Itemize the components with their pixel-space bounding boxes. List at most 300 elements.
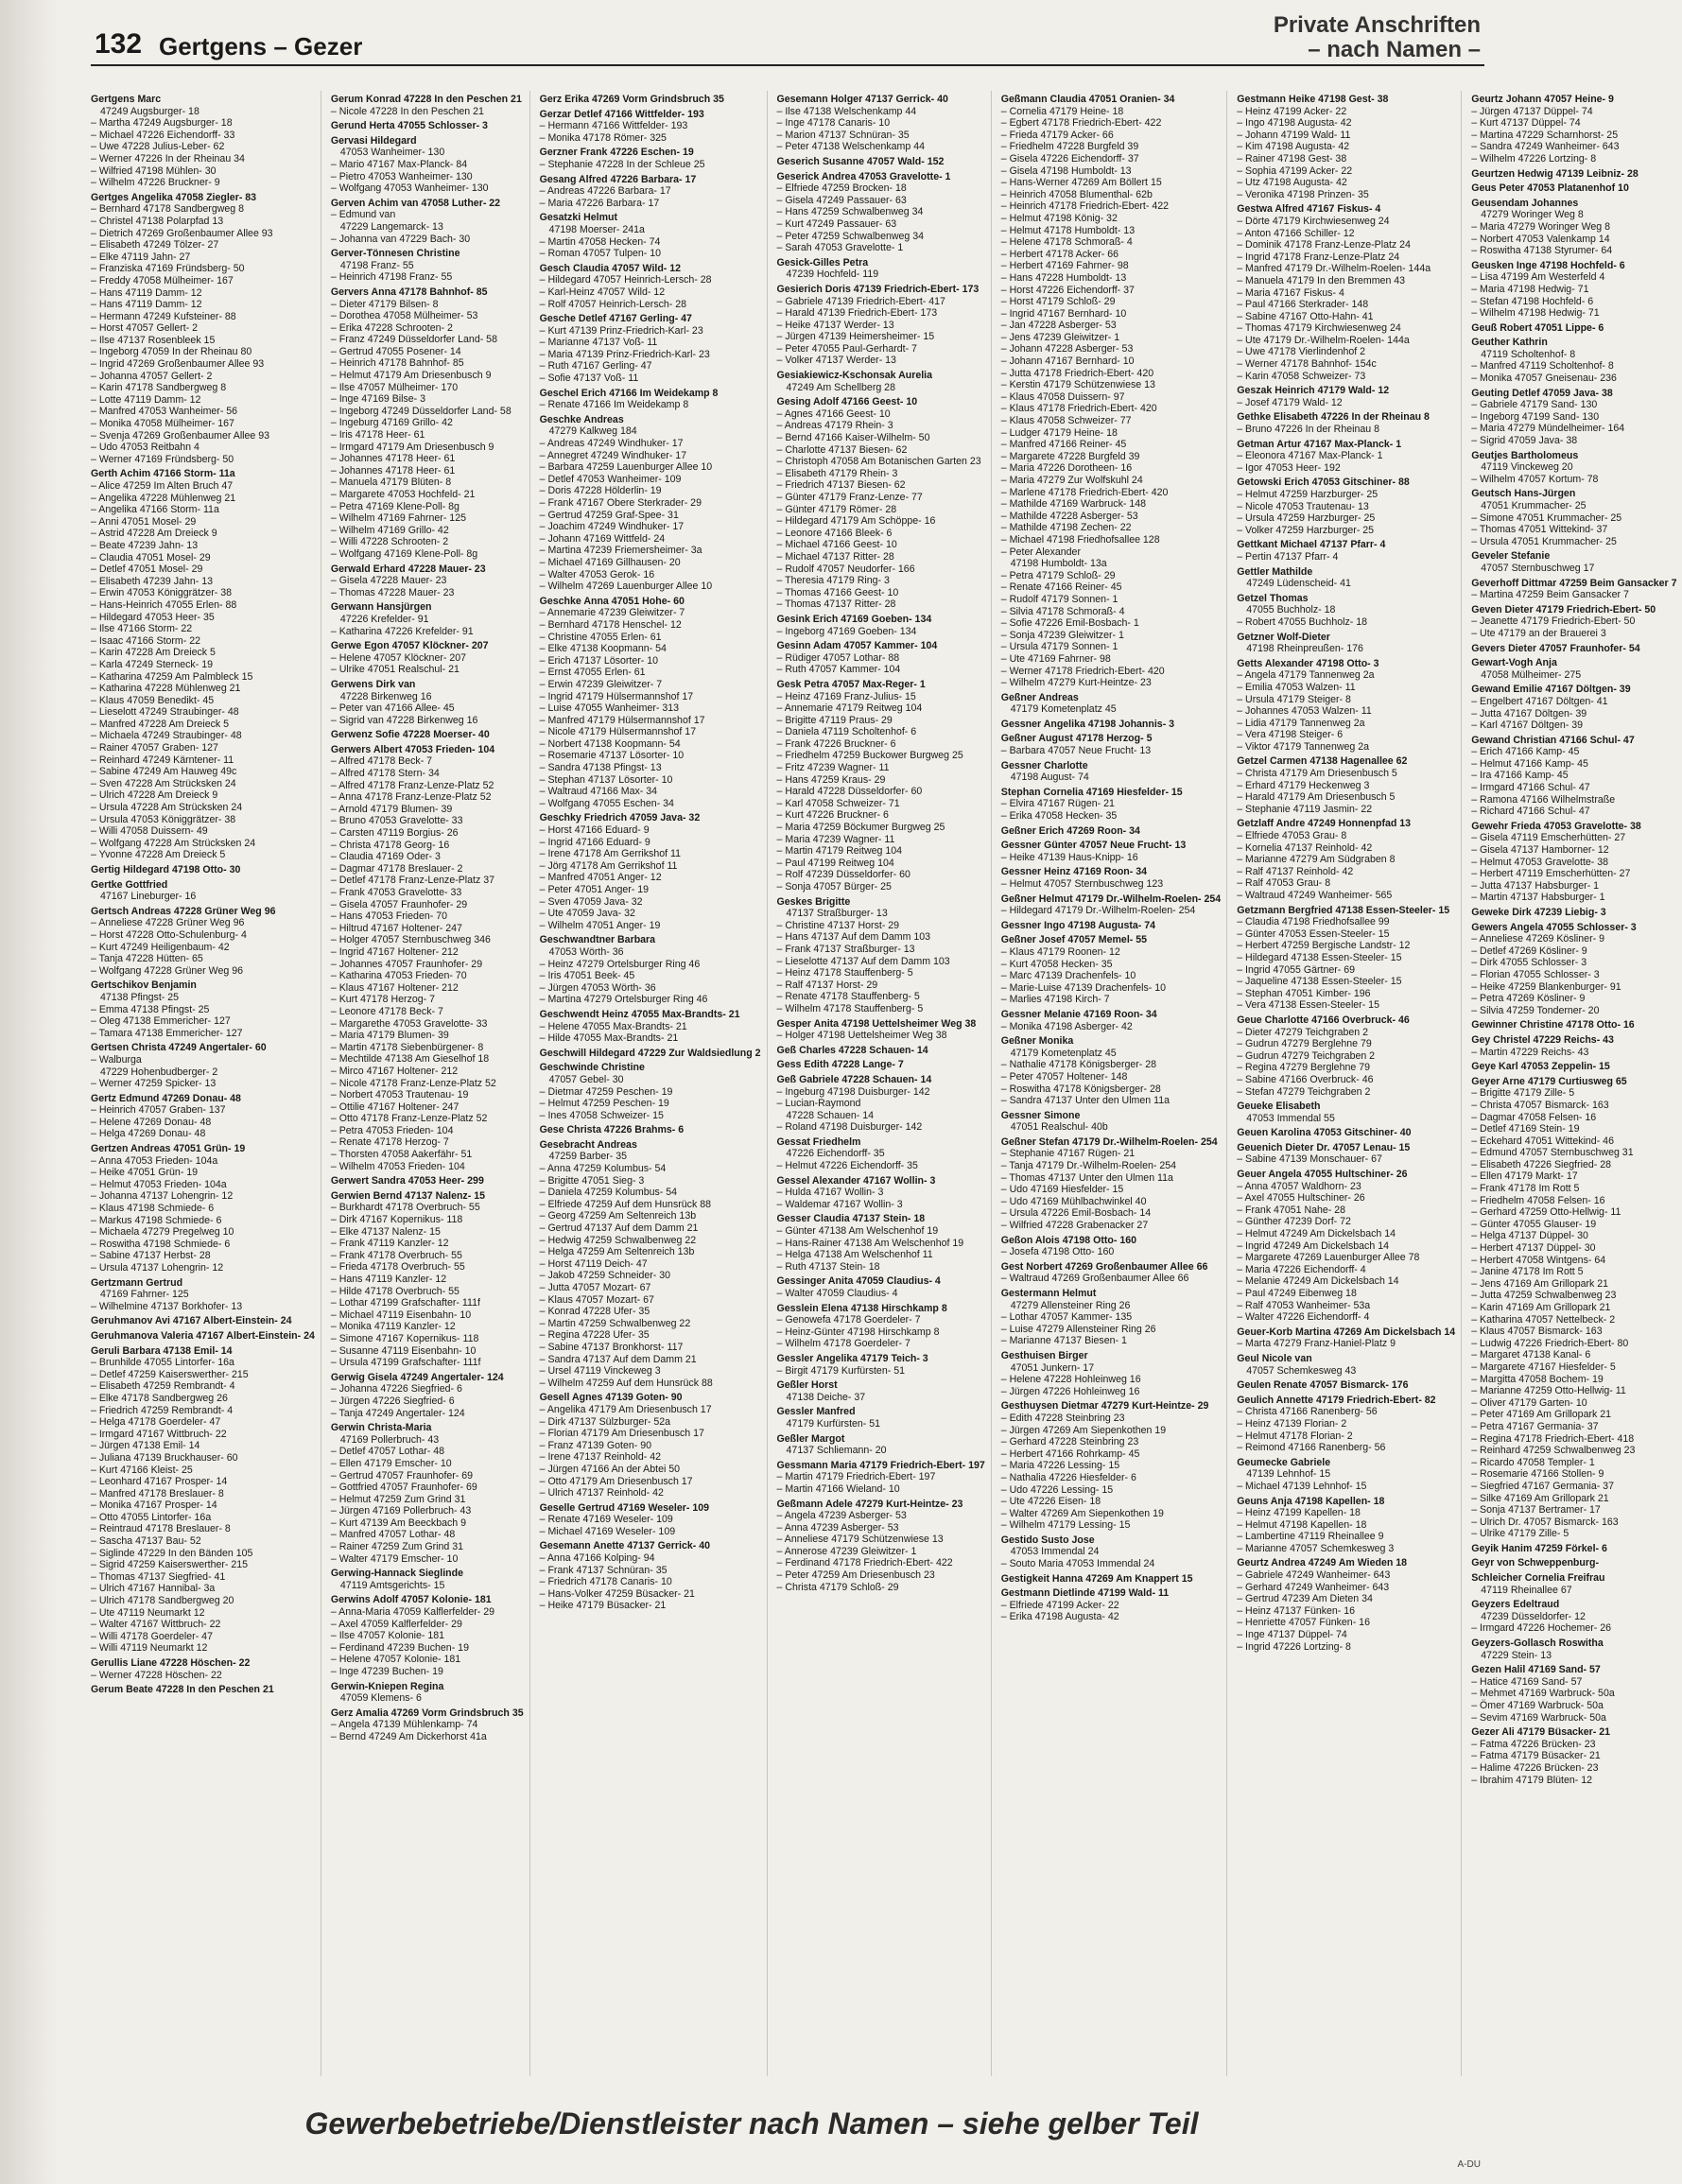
directory-entry: – Hildegard 47057 Heinrich-Lersch- 28: [539, 274, 712, 286]
directory-entry: – Gertrud 47057 Fraunhofer- 69: [330, 1469, 474, 1482]
directory-entry: – Barbara 47057 Neue Frucht- 13: [1000, 745, 1152, 757]
directory-entry: Geserick Andrea 47053 Gravelotte- 1: [776, 170, 951, 182]
directory-entry: – Luise 47279 Allensteiner Ring 26: [1000, 1323, 1156, 1335]
directory-entry: – Manfred 47166 Reiner- 45: [1000, 439, 1127, 451]
directory-entry: – Wilhelm 47226 Lortzing- 8: [1471, 152, 1597, 165]
directory-entry: – Hans 47119 Damm- 12: [91, 299, 202, 311]
directory-entry: – Ingeborg 47199 Sand- 130: [1471, 410, 1600, 423]
directory-entry: – Katharina 47053 Frieden- 70: [330, 970, 467, 982]
directory-entry: – Eleonora 47167 Max-Planck- 1: [1237, 450, 1383, 462]
directory-entry: – Ursula 47259 Harzburger- 25: [1237, 512, 1376, 525]
directory-entry: – Michael 47198 Friedhofsallee 128: [1000, 533, 1160, 546]
directory-entry: – Detlef 47259 Kaiserswerther- 215: [91, 1368, 249, 1380]
directory-entry: – Anna 47178 Franz-Lenze-Platz 52: [330, 791, 492, 804]
directory-entry: – Helmut 47259 Harzburger- 25: [1237, 489, 1379, 500]
directory-entry: Gerwien Bernd 47137 Nalenz- 15: [330, 1189, 485, 1202]
directory-entry: – Sascha 47137 Bau- 52: [91, 1535, 201, 1548]
directory-entry: – Horst 47057 Gellert- 2: [91, 322, 199, 335]
directory-entry: – Heinz 47279 Ortelsburger Ring 46: [539, 958, 701, 970]
directory-entry: – Kim 47198 Augusta- 42: [1237, 141, 1350, 153]
directory-entry: – Lieselotte 47137 Auf dem Damm 103: [776, 955, 950, 967]
directory-entry: – Ludwig 47226 Friedrich-Ebert- 80: [1471, 1337, 1629, 1349]
directory-entry: – Pertin 47137 Pfarr- 4: [1237, 550, 1339, 563]
directory-entry: – Frank 47226 Bruckner- 6: [776, 737, 896, 750]
directory-entry: – Simone 47051 Krummacher- 25: [1471, 511, 1622, 524]
directory-entry: 47179 Kurfürsten- 51: [786, 1417, 881, 1430]
directory-entry: – Irmgard 47167 Wittbruch- 22: [91, 1428, 227, 1440]
directory-entry: 47279 Kalkweg 184: [548, 425, 637, 438]
directory-entry: – Johanna 47226 Siegfried- 6: [330, 1383, 462, 1395]
directory-entry: – Nathalie 47178 Königsberger- 28: [1000, 1059, 1157, 1071]
directory-entry: – Manfred 47179 Hülsermannshof 17: [539, 714, 705, 726]
directory-entry: Geulich Annette 47179 Friedrich-Ebert- 82: [1237, 1394, 1436, 1406]
directory-entry: – Margarete 47053 Hochfeld- 21: [330, 489, 476, 500]
directory-entry: – Herbert 47119 Emscherhütten- 27: [1471, 868, 1631, 880]
directory-entry: – Michael 47166 Geest- 10: [776, 539, 897, 551]
directory-entry: – Wilhelm 47178 Stauffenberg- 5: [776, 1002, 924, 1014]
directory-entry: – Peter Alexander: [1000, 546, 1081, 558]
directory-entry: Gesell Agnes 47139 Goten- 90: [539, 1392, 683, 1404]
directory-entry: – Gabriele 47179 Sand- 130: [1471, 399, 1598, 411]
directory-entry: Geuther Kathrin: [1471, 337, 1548, 349]
directory-entry: Gerwig Gisela 47249 Angertaler- 124: [330, 1371, 504, 1383]
directory-entry: – Lisa 47199 Am Westerfeld 4: [1471, 271, 1605, 284]
directory-entry: Geusendam Johannes: [1471, 197, 1579, 209]
directory-entry: – Ilse 47137 Rosenbleek 15: [91, 334, 216, 346]
directory-entry: – Karl-Heinz 47057 Wild- 12: [539, 286, 666, 298]
directory-entry: – Ralf 47053 Wanheimer- 53a: [1237, 1299, 1371, 1311]
directory-entry: – Ursula 47228 Am Strücksken 24: [91, 802, 243, 814]
directory-entry: – Peter 47055 Paul-Gerhardt- 7: [776, 342, 917, 355]
directory-entry: – Heike 47137 Werder- 13: [776, 319, 894, 331]
directory-entry: – Udo 47053 Reitbahn 4: [91, 442, 199, 454]
directory-entry: – Sabine 47137 Herbst- 28: [91, 1250, 211, 1262]
directory-entry: 47138 Pfingst- 25: [100, 991, 180, 1003]
directory-entry: – Emilia 47053 Walzen- 11: [1237, 681, 1356, 693]
directory-entry: – Thomas 47228 Mauer- 23: [330, 586, 455, 598]
directory-entry: – Margarethe 47053 Gravelotte- 33: [330, 1017, 488, 1030]
directory-entry: Gesemann Holger 47137 Gerrick- 40: [776, 94, 948, 105]
directory-entry: Gesick-Gilles Petra: [776, 256, 869, 269]
directory-entry: – Helmut 47198 Kapellen- 18: [1237, 1518, 1367, 1531]
directory-entry: – Katharina 47259 Am Palmbleck 15: [91, 670, 253, 683]
directory-entry: – Sonja 47239 Gleiwitzer- 1: [1000, 629, 1124, 641]
directory-entry: – Ute 47059 Java- 32: [539, 908, 635, 920]
directory-entry: – Sigrid van 47228 Birkenweg 16: [330, 714, 478, 726]
directory-entry: – Elke 47178 Sandbergweg 26: [91, 1392, 228, 1404]
directory-entry: – Lucian-Raymond: [776, 1098, 861, 1110]
directory-entry: – Dirk 47167 Kopernikus- 118: [330, 1214, 463, 1226]
directory-entry: – Günter 47138 Am Welschenhof 19: [776, 1225, 939, 1238]
directory-entry: Geßler Margot: [776, 1432, 845, 1445]
directory-entry: – Manfred 47053 Wanheimer- 56: [91, 406, 238, 418]
directory-entry: – Peter 47138 Welschenkamp 44: [776, 141, 925, 153]
directory-entry: – Hans-Werner 47269 Am Böllert 15: [1000, 177, 1162, 189]
directory-entry: Gesink Erich 47169 Goeben- 134: [776, 613, 932, 625]
directory-entry: – Simone 47167 Kopernikus- 118: [330, 1332, 479, 1344]
directory-entry: – Helmut 47166 Kamp- 45: [1471, 757, 1588, 770]
directory-entry: – Ursula 47226 Emil-Bosbach- 14: [1000, 1207, 1152, 1220]
directory-entry: 47167 Lineburger- 16: [100, 891, 197, 903]
directory-entry: – Johann 47169 Wittfeld- 24: [539, 532, 666, 545]
directory-entry: – Maria 47279 Mündelheimer- 164: [1471, 423, 1625, 435]
directory-entry: – Wilfried 47228 Grabenacker 27: [1000, 1220, 1149, 1232]
directory-entry: – Karl 47058 Schweizer- 71: [776, 797, 900, 809]
directory-entry: – Friedhelm 47228 Burgfeld 39: [1000, 141, 1139, 153]
directory-entry: – Helmut 47259 Zum Grind 31: [330, 1493, 466, 1505]
directory-entry: Gezen Halil 47169 Sand- 57: [1471, 1664, 1601, 1676]
directory-entry: – Heinz 47199 Kapellen- 18: [1237, 1507, 1361, 1519]
directory-entry: – Rudolf 47057 Neudorfer- 166: [776, 563, 915, 575]
directory-entry: – Sabine 47166 Overbruck- 46: [1237, 1073, 1374, 1085]
directory-entry: – Hatice 47169 Sand- 57: [1471, 1675, 1583, 1688]
directory-entry: – Josefa 47198 Otto- 160: [1000, 1246, 1115, 1258]
directory-entry: – Sandra 47137 Unter den Ulmen 11a: [1000, 1095, 1170, 1107]
directory-entry: 47119 Amtsgerichts- 15: [339, 1579, 445, 1591]
directory-entry: – Petra 47269 Kösliner- 9: [1471, 993, 1586, 1005]
directory-entry: 47119 Rheinallee 67: [1481, 1584, 1572, 1596]
directory-entry: – Monika 47198 Asberger- 42: [1000, 1020, 1133, 1032]
directory-entry: – Heinz 47169 Franz-Julius- 15: [776, 690, 916, 702]
directory-entry: – Sophia 47199 Acker- 22: [1237, 165, 1353, 177]
directory-entry: – Helene 47178 Schmoraß- 4: [1000, 236, 1133, 249]
directory-entry: – Mechtilde 47138 Am Gieselhof 18: [330, 1053, 490, 1066]
directory-entry: – Sven 47228 Am Strücksken 24: [91, 777, 236, 789]
directory-entry: Gervers Anna 47178 Bahnhof- 85: [330, 286, 488, 298]
directory-entry: 47053 Immendal 55: [1246, 1112, 1335, 1124]
directory-entry: Gerwers Albert 47053 Frieden- 104: [330, 743, 495, 755]
directory-entry: – Ursula 47179 Sonnen- 1: [1000, 641, 1118, 653]
directory-entry: – Robert 47055 Buchholz- 18: [1237, 615, 1368, 628]
directory-entry: Getzner Wolf-Dieter: [1237, 631, 1330, 643]
directory-entry: – Jürgen 47138 Emil- 14: [91, 1440, 200, 1452]
directory-entry: Geven Dieter 47179 Friedrich-Ebert- 50: [1471, 603, 1656, 615]
directory-entry: – Florian 47179 Am Driesenbusch 17: [539, 1428, 704, 1440]
directory-entry: – Peter 47057 Holtener- 148: [1000, 1070, 1128, 1083]
directory-entry: – Konrad 47228 Ufer- 35: [539, 1306, 650, 1318]
directory-entry: – Wilhelm 47169 Grillo- 42: [330, 524, 449, 536]
directory-entry: – Ulrich Dr. 47057 Bismarck- 163: [1471, 1516, 1619, 1528]
directory-entry: 47239 Hochfeld- 119: [786, 269, 879, 281]
directory-column: [331, 91, 530, 2076]
directory-entry: – Renate 47178 Stauffenberg- 5: [776, 991, 920, 1003]
directory-entry: – Frank 47178 Overbruch- 55: [330, 1249, 462, 1261]
directory-entry: – Heike 47051 Grün- 19: [91, 1167, 199, 1179]
directory-entry: – Peter 47169 Am Grillopark 21: [1471, 1409, 1612, 1421]
directory-entry: – Lothar 47057 Kammer- 135: [1000, 1311, 1133, 1324]
directory-entry: Gestermann Helmut: [1000, 1288, 1097, 1299]
directory-entry: – Werner 47178 Friedrich-Ebert- 420: [1000, 665, 1165, 677]
directory-entry: – Walburga: [91, 1053, 142, 1066]
section-title-line1: Private Anschriften: [1273, 12, 1481, 38]
directory-entry: – Helene 47057 Kolonie- 181: [330, 1654, 461, 1666]
directory-entry: – Mirco 47167 Holtener- 212: [330, 1065, 459, 1077]
directory-entry: – Manfred 47179 Dr.-Wilhelm-Roelen- 144a: [1237, 263, 1431, 275]
directory-entry: – Ilse 47138 Welschenkamp 44: [776, 105, 917, 117]
directory-entry: – Dirk 47055 Schlosser- 3: [1471, 957, 1587, 969]
directory-entry: – Elisabeth 47179 Rhein- 3: [776, 467, 898, 479]
directory-entry: – Nicole 47179 Hülsermannshof 17: [539, 726, 697, 738]
directory-entry: 47137 Schliemann- 20: [786, 1445, 887, 1457]
directory-entry: Geuns Anja 47198 Kapellen- 18: [1237, 1495, 1385, 1507]
directory-entry: – Jeanette 47179 Friedrich-Ebert- 50: [1471, 615, 1636, 628]
directory-entry: Geschwinde Christine: [539, 1062, 645, 1074]
directory-entry: – Bernhard 47178 Henschel- 12: [539, 618, 682, 631]
directory-entry: Gessat Friedhelm: [776, 1135, 861, 1148]
directory-entry: Gesinn Adam 47057 Kammer- 104: [776, 640, 938, 652]
directory-entry: – Günter 47055 Glauser- 19: [1471, 1218, 1597, 1230]
directory-entry: – Frieda 47178 Overbruch- 55: [330, 1261, 465, 1274]
directory-entry: – Sarah 47053 Gravelotte- 1: [776, 242, 904, 254]
directory-entry: – Sabine 47139 Monschauer- 67: [1237, 1153, 1382, 1166]
directory-entry: – Friedhelm 47259 Buckower Burgweg 25: [776, 750, 963, 762]
directory-entry: Gest Norbert 47269 Großenbaumer Allee 66: [1000, 1260, 1208, 1273]
directory-entry: – Johann 47167 Bernhard- 10: [1000, 355, 1135, 368]
directory-entry: Geßmann Adele 47279 Kurt-Heintze- 23: [776, 1498, 963, 1510]
directory-entry: – Jürgen 47226 Hohleinweg 16: [1000, 1385, 1140, 1397]
directory-entry: – Sonja 47057 Bürger- 25: [776, 881, 892, 893]
directory-entry: – Sandra 47249 Wanheimer- 643: [1471, 141, 1620, 153]
directory-entry: – Heinz 47199 Acker- 22: [1237, 105, 1347, 117]
directory-entry: – Werner 47228 Höschen- 22: [91, 1669, 222, 1681]
directory-entry: Gessler Angelika 47179 Teich- 3: [776, 1352, 928, 1364]
directory-entry: – Walter 47167 Wittbruch- 22: [91, 1619, 221, 1631]
directory-entry: – Marianne 47137 Biesen- 1: [1000, 1335, 1127, 1347]
directory-entry: – Inge 47239 Buchen- 19: [330, 1666, 443, 1677]
directory-entry: – Susanne 47119 Eisenbahn- 10: [330, 1344, 477, 1357]
directory-entry: – Monika 47058 Mülheimer- 167: [91, 418, 234, 430]
directory-entry: – Ferdinand 47239 Buchen- 19: [330, 1641, 469, 1654]
directory-entry: – Josef 47179 Wald- 12: [1237, 396, 1343, 408]
directory-entry: – Ralf 47137 Reinhold- 42: [1237, 865, 1354, 877]
directory-entry: Gerwert Sandra 47053 Heer- 299: [330, 1175, 484, 1187]
directory-column: [1001, 91, 1227, 2076]
directory-entry: – Jakob 47259 Schneider- 30: [539, 1270, 671, 1282]
section-title-line2: – nach Namen –: [1308, 37, 1481, 62]
directory-entry: – Agnes 47166 Geest- 10: [776, 407, 891, 420]
directory-entry: – Peter van 47166 Allee- 45: [330, 702, 455, 715]
directory-entry: – Helmut 47057 Sternbuschweg 123: [1000, 878, 1164, 890]
directory-entry: – Dagmar 47058 Felsen- 16: [1471, 1111, 1597, 1123]
directory-entry: – Erich 47137 Lösorter- 10: [539, 654, 659, 667]
directory-entry: – Manuela 47179 Blüten- 8: [330, 477, 452, 489]
directory-entry: Geßner Helmut 47179 Dr.-Wilhelm-Roelen- 254: [1000, 893, 1222, 905]
directory-entry: – Gertrud 47259 Graf-Spee- 31: [539, 509, 679, 521]
directory-entry: – Anna 47239 Asberger- 53: [776, 1521, 899, 1534]
directory-entry: – Klaus 47178 Friedrich-Ebert- 420: [1000, 403, 1157, 415]
directory-entry: – Mathilde 47169 Warbruck- 148: [1000, 498, 1147, 511]
directory-entry: – Andreas 47249 Windhuker- 17: [539, 438, 684, 450]
directory-entry: – Engelbert 47167 Döltgen- 41: [1471, 695, 1608, 707]
directory-entry: – Günter 47179 Römer- 28: [776, 503, 897, 515]
directory-entry: – Michael 47169 Gillhausen- 20: [539, 556, 681, 568]
directory-entry: – Daniela 47259 Kolumbus- 54: [539, 1187, 678, 1199]
directory-entry: – Ingeborg 47059 In der Rheinau 80: [91, 346, 252, 358]
directory-entry: Gertschikov Benjamin: [91, 979, 197, 992]
directory-entry: Gewand Christian 47166 Schul- 47: [1471, 734, 1635, 746]
directory-entry: 47057 Gebel- 30: [548, 1073, 624, 1085]
directory-entry: Gerth Achim 47166 Storm- 11a: [91, 468, 235, 480]
directory-entry: – Fritz 47239 Wagner- 11: [776, 762, 890, 774]
directory-entry: 47249 Augsburger- 18: [100, 105, 199, 117]
directory-entry: – Wilhelm 47053 Frieden- 104: [330, 1160, 465, 1172]
directory-entry: – Erhard 47179 Heckenweg 3: [1237, 779, 1370, 791]
directory-entry: 47051 Junkern- 17: [1010, 1361, 1095, 1374]
directory-entry: – Marion 47137 Schnüran- 35: [776, 129, 910, 141]
directory-entry: – Detlef 47051 Mosel- 29: [91, 563, 203, 576]
directory-entry: – Martin 47137 Habsburger- 1: [1471, 892, 1605, 904]
directory-entry: Stephan Cornelia 47169 Hiesfelder- 15: [1000, 786, 1183, 798]
directory-entry: – Johannes 47178 Heer- 61: [330, 453, 456, 465]
directory-entry: – Helmut 47179 Am Driesenbusch 9: [330, 370, 492, 382]
directory-entry: – Nicole 47053 Trautenau- 13: [1237, 500, 1369, 512]
directory-entry: – Thomas 47179 Kirchwiesenweg 24: [1237, 322, 1401, 335]
directory-entry: – Hilde 47178 Overbruch- 55: [330, 1285, 460, 1297]
directory-entry: – Johanna 47057 Gellert- 2: [91, 370, 213, 382]
directory-entry: – Franziska 47169 Fründsberg- 50: [91, 263, 245, 275]
directory-entry: – Petra 47169 Klene-Poll- 8g: [330, 500, 460, 512]
directory-entry: – Burkhardt 47178 Overbruch- 55: [330, 1202, 480, 1214]
directory-entry: – Egbert 47178 Friedrich-Ebert- 422: [1000, 117, 1162, 130]
directory-entry: – Gudrun 47279 Berglehne 79: [1237, 1038, 1372, 1050]
directory-entry: – Udo 47226 Lessing- 15: [1000, 1483, 1114, 1496]
directory-entry: 47053 Wörth- 36: [548, 945, 624, 958]
directory-entry: – Elfriede 47199 Acker- 22: [1000, 1599, 1119, 1611]
directory-entry: – Ralf 47053 Grau- 8: [1237, 877, 1331, 890]
directory-entry: – Alfred 47178 Franz-Lenze-Platz 52: [330, 779, 494, 791]
directory-entry: – Paul 47249 Eibenweg 18: [1237, 1288, 1357, 1299]
directory-entry: – Willi 47058 Duissern- 49: [91, 825, 208, 838]
directory-entry: – Thorsten 47058 Aakerfähr- 51: [330, 1149, 473, 1161]
directory-entry: – Hildegard 47053 Heer- 35: [91, 611, 215, 623]
directory-entry: Gerwin-Kniepen Regina: [330, 1680, 444, 1692]
directory-entry: – Wolfgang 47228 Am Strücksken 24: [91, 837, 256, 849]
directory-entry: 47053 Wanheimer- 130: [339, 147, 445, 159]
directory-entry: Gesang Alfred 47226 Barbara- 17: [539, 173, 697, 185]
directory-entry: – Tanja 47249 Angertaler- 124: [330, 1407, 465, 1419]
directory-entry: – Marie-Luise 47139 Drachenfels- 10: [1000, 981, 1167, 994]
directory-entry: – Rolf 47057 Heinrich-Lersch- 28: [539, 298, 687, 310]
directory-entry: – Nathalia 47226 Hiesfelder- 6: [1000, 1471, 1136, 1483]
directory-entry: – Martin 47179 Reitweg 104: [776, 845, 903, 858]
directory-entry: – Sofie 47137 Voß- 11: [539, 373, 639, 385]
directory-entry: – Barbara 47259 Lauenburger Allee 10: [539, 461, 713, 474]
directory-entry: – Karin 47228 Am Dreieck 5: [91, 647, 216, 659]
directory-entry: – Walter 47179 Emscher- 10: [330, 1552, 459, 1565]
directory-entry: – Franz 47139 Goten- 90: [539, 1439, 651, 1451]
directory-entry: – Peter 47051 Anger- 19: [539, 884, 650, 895]
directory-entry: 47198 Franz- 55: [339, 259, 414, 271]
directory-entry: – Ulrike 47051 Realschul- 21: [330, 664, 460, 676]
directory-entry: – Harald 47228 Düsseldorfer- 60: [776, 786, 923, 798]
directory-entry: – Otto 47179 Am Driesenbusch 17: [539, 1475, 693, 1487]
directory-entry: – Brigitte 47051 Sieg- 3: [539, 1174, 645, 1187]
directory-entry: – Ricardo 47058 Templer- 1: [1471, 1456, 1595, 1468]
directory-entry: Gesebracht Andreas: [539, 1138, 637, 1151]
directory-entry: – Sabine 47137 Bronkhorst- 117: [539, 1341, 684, 1353]
directory-entry: Getzlaff Andre 47249 Honnenpfad 13: [1237, 818, 1412, 830]
directory-entry: – Helmut 47259 Peschen- 19: [539, 1098, 669, 1110]
directory-entry: – Paul 47199 Reitweg 104: [776, 857, 894, 869]
directory-entry: – Gisela 47198 Humboldt- 13: [1000, 165, 1132, 177]
directory-entry: – Hildegard 47138 Essen-Steeler- 15: [1237, 951, 1402, 963]
directory-entry: – Martin 47166 Wieland- 10: [776, 1482, 900, 1495]
directory-entry: – Sandra 47137 Auf dem Damm 21: [539, 1353, 697, 1365]
directory-entry: – Vera 47138 Essen-Steeler- 15: [1237, 999, 1379, 1012]
directory-entry: – Fatma 47179 Büsacker- 21: [1471, 1750, 1601, 1762]
directory-entry: Gertz Edmund 47269 Donau- 48: [91, 1092, 241, 1104]
directory-entry: – Harald 47179 Am Driesenbusch 5: [1237, 791, 1396, 804]
directory-entry: – Anneliese 47228 Grüner Weg 96: [91, 917, 245, 929]
directory-entry: – Leonhard 47167 Prosper- 14: [91, 1476, 228, 1488]
directory-entry: Gessinger Anita 47059 Claudius- 4: [776, 1275, 941, 1288]
directory-entry: – Manfred 47178 Breslauer- 8: [91, 1487, 224, 1499]
directory-entry: – Rainer 47057 Graben- 127: [91, 742, 218, 754]
directory-entry: – Erika 47058 Hecken- 35: [1000, 810, 1118, 823]
directory-entry: – Ulrich 47137 Reinhold- 42: [539, 1487, 664, 1499]
directory-entry: Geyik Hanim 47259 Förkel- 6: [1471, 1542, 1607, 1554]
directory-entry: – Ferdinand 47178 Friedrich-Ebert- 422: [776, 1557, 953, 1569]
directory-entry: 47198 Humboldt- 13a: [1010, 558, 1107, 570]
directory-entry: – Margarete 47167 Hiesfelder- 5: [1471, 1361, 1616, 1373]
directory-entry: – Jan 47228 Asberger- 53: [1000, 320, 1117, 332]
directory-entry: Geye Karl 47053 Zeppelin- 15: [1471, 1061, 1610, 1073]
directory-entry: – Johann 47228 Asberger- 53: [1000, 343, 1134, 355]
directory-entry: Geß Charles 47228 Schauen- 14: [776, 1044, 928, 1056]
directory-entry: – Stephanie 47119 Jasmin- 22: [1237, 803, 1373, 815]
directory-entry: – Rainer 47198 Gest- 38: [1237, 152, 1347, 165]
directory-entry: – Friedhelm 47058 Felsen- 16: [1471, 1194, 1605, 1206]
directory-entry: – Reinhard 47249 Kärntener- 11: [91, 754, 234, 766]
directory-entry: – Christa 47179 Am Driesenbusch 5: [1237, 768, 1397, 780]
directory-entry: – Maria 47226 Barbara- 17: [539, 197, 660, 209]
directory-entry: Geszak Heinrich 47179 Wald- 12: [1237, 385, 1390, 397]
directory-entry: – Klaus 47057 Bismarck- 163: [1471, 1326, 1603, 1338]
directory-entry: – Anna 47259 Kolumbus- 54: [539, 1163, 667, 1175]
directory-entry: – Klaus 47167 Holtener- 212: [330, 981, 459, 994]
directory-entry: – Edmund van: [330, 209, 396, 221]
directory-entry: Gesatzki Helmut: [539, 212, 618, 224]
directory-entry: 47198 August- 74: [1010, 771, 1089, 784]
directory-entry: Geveler Stefanie: [1471, 550, 1551, 563]
directory-entry: Geßner Erich 47269 Roon- 34: [1000, 824, 1140, 837]
directory-entry: Geßner Monika: [1000, 1035, 1074, 1048]
directory-entry: – Holger 47198 Uettelsheimer Weg 38: [776, 1030, 947, 1042]
directory-entry: – Ingrid 47179 Hülsermannshof 17: [539, 690, 694, 702]
directory-entry: Geweke Dirk 47239 Liebig- 3: [1471, 907, 1606, 918]
directory-entry: Geus Peter 47053 Platanenhof 10: [1471, 182, 1629, 195]
directory-entry: – Beate 47239 Jahn- 13: [91, 539, 199, 551]
directory-entry: – Herbert 47169 Fahrner- 98: [1000, 260, 1129, 272]
directory-entry: – Marianne 47259 Otto-Hellwig- 11: [1471, 1385, 1626, 1397]
directory-entry: – Ilse 47057 Kolonie- 181: [330, 1630, 445, 1642]
directory-entry: – Thomas 47166 Geest- 10: [776, 586, 899, 598]
directory-entry: – Mario 47167 Max-Planck- 84: [330, 158, 468, 170]
directory-entry: – Annemarie 47239 Gleiwitzer- 7: [539, 607, 685, 619]
directory-entry: – Johannes 47053 Walzen- 11: [1237, 705, 1372, 718]
directory-entry: – Cornelia 47179 Heine- 18: [1000, 105, 1124, 117]
directory-entry: 47226 Krefelder- 91: [339, 613, 429, 625]
directory-entry: – Ulrich 47178 Sandbergweg 20: [91, 1595, 234, 1607]
directory-entry: – Anna-Maria 47059 Kalflerfelder- 29: [330, 1606, 495, 1619]
directory-entry: – Werner 47226 In der Rheinau 34: [91, 152, 245, 165]
directory-entry: – Ute 47179 an der Brauerei 3: [1471, 627, 1606, 639]
directory-entry: Geurtz Andrea 47249 Am Wieden 18: [1237, 1557, 1408, 1569]
directory-entry: – Roswitha 47138 Styrumer- 64: [1471, 245, 1613, 257]
directory-entry: – Andreas 47226 Barbara- 17: [539, 185, 671, 198]
directory-entry: Geyzers Edeltraud: [1471, 1599, 1560, 1611]
directory-entry: – Ramona 47166 Wilhelmstraße: [1471, 793, 1616, 806]
